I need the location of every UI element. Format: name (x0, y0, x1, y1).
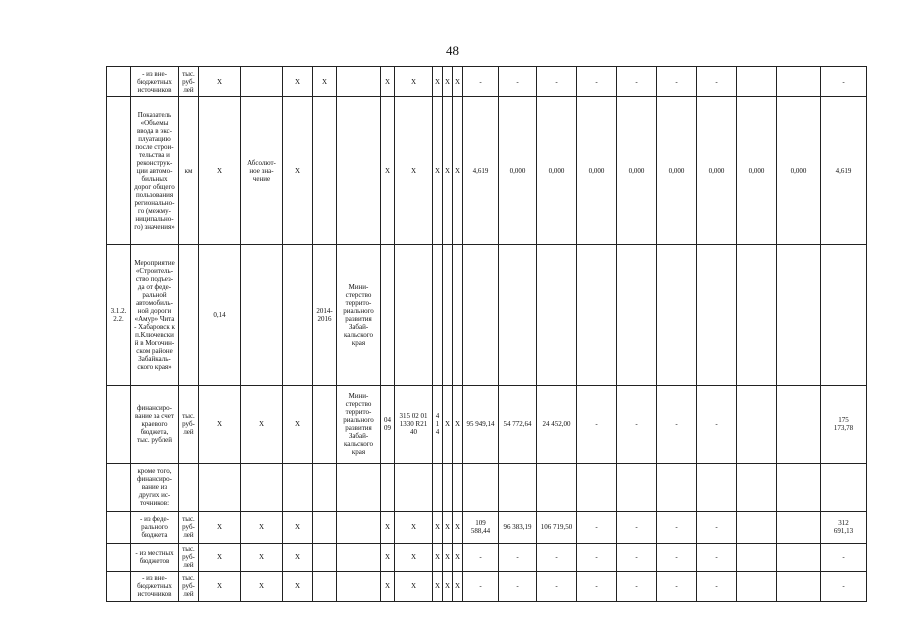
table-cell: X (453, 511, 463, 543)
table-cell: 54 772,64 (499, 385, 537, 463)
table-cell: 0,14 (199, 245, 241, 385)
table-cell: - (463, 543, 499, 571)
table-cell (337, 463, 381, 511)
table-cell: 175 173,78 (821, 385, 867, 463)
table-cell: 312 691,13 (821, 511, 867, 543)
table-cell (433, 245, 443, 385)
table-cell: - (463, 571, 499, 601)
table-cell: X (283, 571, 313, 601)
table-cell: 0,000 (537, 97, 577, 245)
table-cell: X (381, 97, 395, 245)
table-cell: кроме того, финансиро- вание из других ис- точников: (131, 463, 179, 511)
table-cell (537, 463, 577, 511)
table-cell: - (697, 67, 737, 97)
table-cell (313, 385, 337, 463)
table-cell: 4,619 (463, 97, 499, 245)
table-cell (179, 463, 199, 511)
table-cell: 0,000 (499, 97, 537, 245)
table-cell: X (199, 571, 241, 601)
table-cell: - (617, 543, 657, 571)
table-cell (577, 245, 617, 385)
table-cell: - (657, 67, 697, 97)
table-cell: X (199, 97, 241, 245)
table-cell: 0,000 (737, 97, 777, 245)
table-cell: X (199, 511, 241, 543)
table-cell: X (395, 543, 433, 571)
table-cell: - (697, 543, 737, 571)
table-cell (395, 245, 433, 385)
table-cell: X (283, 385, 313, 463)
table-cell: - (617, 511, 657, 543)
table-cell (313, 463, 337, 511)
table-cell: тыс. руб- лей (179, 385, 199, 463)
table-cell (283, 463, 313, 511)
table-cell: - из местных бюджетов (131, 543, 179, 571)
table-cell: X (443, 543, 453, 571)
table-cell (777, 543, 821, 571)
table-cell (737, 511, 777, 543)
table-cell: Мини- стерство террито- риального развития Забай- кальского края (337, 245, 381, 385)
table-cell: - (577, 543, 617, 571)
table-cell (179, 245, 199, 385)
table-cell: X (381, 67, 395, 97)
table-cell (777, 463, 821, 511)
table-row (107, 543, 867, 571)
table-cell: X (395, 571, 433, 601)
table-cell: X (381, 571, 395, 601)
table-cell: 0,000 (697, 97, 737, 245)
table-cell: - из вне- бюджетных источников (131, 571, 179, 601)
table-cell (453, 245, 463, 385)
table-cell (313, 511, 337, 543)
table-cell (241, 245, 283, 385)
table-cell: тыс. руб- лей (179, 543, 199, 571)
table-row (107, 571, 867, 601)
table-cell: 3.1.2. 2.2. (107, 245, 131, 385)
table-cell (381, 463, 395, 511)
table-cell: - (617, 571, 657, 601)
table-cell: км (179, 97, 199, 245)
table-cell (499, 245, 537, 385)
table-cell: - (499, 543, 537, 571)
table-cell (283, 245, 313, 385)
table-cell (241, 67, 283, 97)
table-cell (337, 571, 381, 601)
table-cell: - (821, 571, 867, 601)
table-cell: X (241, 571, 283, 601)
table-cell (433, 463, 443, 511)
table-row (107, 385, 867, 463)
program-table-body (107, 67, 867, 602)
table-cell: 106 719,50 (537, 511, 577, 543)
table-cell (697, 245, 737, 385)
table-row (107, 463, 867, 511)
table-cell: X (453, 67, 463, 97)
table-cell (737, 385, 777, 463)
table-cell: 109 588,44 (463, 511, 499, 543)
table-cell (821, 245, 867, 385)
table-cell (777, 511, 821, 543)
table-cell: - (463, 67, 499, 97)
table-cell (337, 97, 381, 245)
table-cell: - из феде- рального бюджета (131, 511, 179, 543)
table-cell: - (697, 385, 737, 463)
table-cell: X (283, 543, 313, 571)
table-cell: X (241, 511, 283, 543)
table-cell (443, 245, 453, 385)
table-cell: 4 1 4 (433, 385, 443, 463)
table-cell (337, 511, 381, 543)
table-cell (241, 463, 283, 511)
table-cell (657, 463, 697, 511)
table-cell (463, 463, 499, 511)
table-cell: X (453, 97, 463, 245)
table-cell: X (433, 67, 443, 97)
table-cell (107, 463, 131, 511)
table-cell: - (577, 571, 617, 601)
table-cell: - (657, 385, 697, 463)
page-number: 48 (446, 43, 459, 58)
table-cell: - (657, 543, 697, 571)
table-cell: - (499, 571, 537, 601)
table-cell: - (537, 543, 577, 571)
table-cell: 0,000 (577, 97, 617, 245)
table-cell: 04 09 (381, 385, 395, 463)
table-cell (313, 571, 337, 601)
table-cell: тыс. руб- лей (179, 67, 199, 97)
table-cell: - (657, 511, 697, 543)
table-cell: X (395, 97, 433, 245)
table-cell (107, 543, 131, 571)
table-row (107, 245, 867, 385)
table-cell: - (577, 67, 617, 97)
table-cell (107, 97, 131, 245)
table-cell: 0,000 (657, 97, 697, 245)
table-cell (381, 245, 395, 385)
table-cell: X (241, 543, 283, 571)
table-cell: 2014- 2016 (313, 245, 337, 385)
table-cell: X (433, 571, 443, 601)
table-cell: Мини- стерство террито- риального развития Забай- кальского края (337, 385, 381, 463)
table-cell: тыс. руб- лей (179, 571, 199, 601)
table-cell (395, 463, 433, 511)
table-cell (577, 463, 617, 511)
table-cell: 315 02 01 1330 R21 40 (395, 385, 433, 463)
table-cell: - (821, 67, 867, 97)
table-cell (107, 571, 131, 601)
table-cell: - (617, 385, 657, 463)
table-cell (777, 245, 821, 385)
table-cell: X (443, 97, 453, 245)
table-cell: X (283, 67, 313, 97)
table-cell (107, 511, 131, 543)
table-cell: - (499, 67, 537, 97)
table-cell: - (577, 511, 617, 543)
table-cell (337, 543, 381, 571)
program-table (106, 66, 867, 602)
table-cell (821, 463, 867, 511)
table-cell: X (395, 511, 433, 543)
table-cell (777, 571, 821, 601)
table-cell (313, 97, 337, 245)
table-cell: X (453, 543, 463, 571)
table-cell (463, 245, 499, 385)
table-row (107, 511, 867, 543)
table-cell: X (433, 511, 443, 543)
table-cell: финансиро- вание за счет краевого бюджета, тыс. рублей (131, 385, 179, 463)
table-cell: X (283, 511, 313, 543)
table-cell (777, 67, 821, 97)
table-cell: Мероприятие «Строитель- ство подъез- да от феде- ральной автомобиль- ной дороги «Амур» Чита - Хабаровск к п.Ключевски й в Могочин- ском районе Забайкаль- ского края» (131, 245, 179, 385)
table-row (107, 97, 867, 245)
table-cell: X (443, 385, 453, 463)
table-cell: 0,000 (617, 97, 657, 245)
table-cell: X (443, 511, 453, 543)
table-cell: X (395, 67, 433, 97)
table-cell: 0,000 (777, 97, 821, 245)
table-cell: - (537, 571, 577, 601)
table-cell (737, 543, 777, 571)
table-cell: X (241, 385, 283, 463)
table-cell: Абсолют- ное зна- чение (241, 97, 283, 245)
table-cell (107, 385, 131, 463)
table-cell: - (577, 385, 617, 463)
table-cell (617, 463, 657, 511)
table-cell: X (381, 543, 395, 571)
table-cell (199, 463, 241, 511)
table-cell (537, 245, 577, 385)
table-cell: X (199, 67, 241, 97)
table-cell: 24 452,00 (537, 385, 577, 463)
table-cell: X (283, 97, 313, 245)
table-cell (737, 571, 777, 601)
table-cell: - (697, 511, 737, 543)
table-cell (453, 463, 463, 511)
table-cell (737, 463, 777, 511)
table-cell: X (453, 571, 463, 601)
table-cell: - (657, 571, 697, 601)
table-cell: - из вне- бюджетных источников (131, 67, 179, 97)
table-cell (737, 67, 777, 97)
table-cell: X (453, 385, 463, 463)
table-cell (443, 463, 453, 511)
table-cell: X (199, 543, 241, 571)
table-cell (697, 463, 737, 511)
table-cell: X (381, 511, 395, 543)
table-cell: X (443, 571, 453, 601)
table-cell: 95 949,14 (463, 385, 499, 463)
table-cell (617, 245, 657, 385)
table-cell: - (537, 67, 577, 97)
table-cell (499, 463, 537, 511)
table-cell: 4,619 (821, 97, 867, 245)
table-cell: 96 383,19 (499, 511, 537, 543)
table-cell (107, 67, 131, 97)
table-cell: X (433, 543, 443, 571)
table-cell: X (313, 67, 337, 97)
table-cell: - (617, 67, 657, 97)
table-cell: - (697, 571, 737, 601)
table-cell (337, 67, 381, 97)
table-cell: тыс. руб- лей (179, 511, 199, 543)
table-cell: X (433, 97, 443, 245)
table-cell (657, 245, 697, 385)
table-cell: X (443, 67, 453, 97)
table-row (107, 67, 867, 97)
table-cell: X (199, 385, 241, 463)
table-cell (313, 543, 337, 571)
table-cell: Показатель «Объемы ввода в экс- плуатацию после строи- тельства и реконструк- ции автомо- бильных дорог общего пользования регионально- го (межму- ниципально- го) значения» (131, 97, 179, 245)
table-cell (737, 245, 777, 385)
table-cell (777, 385, 821, 463)
table-cell: - (821, 543, 867, 571)
